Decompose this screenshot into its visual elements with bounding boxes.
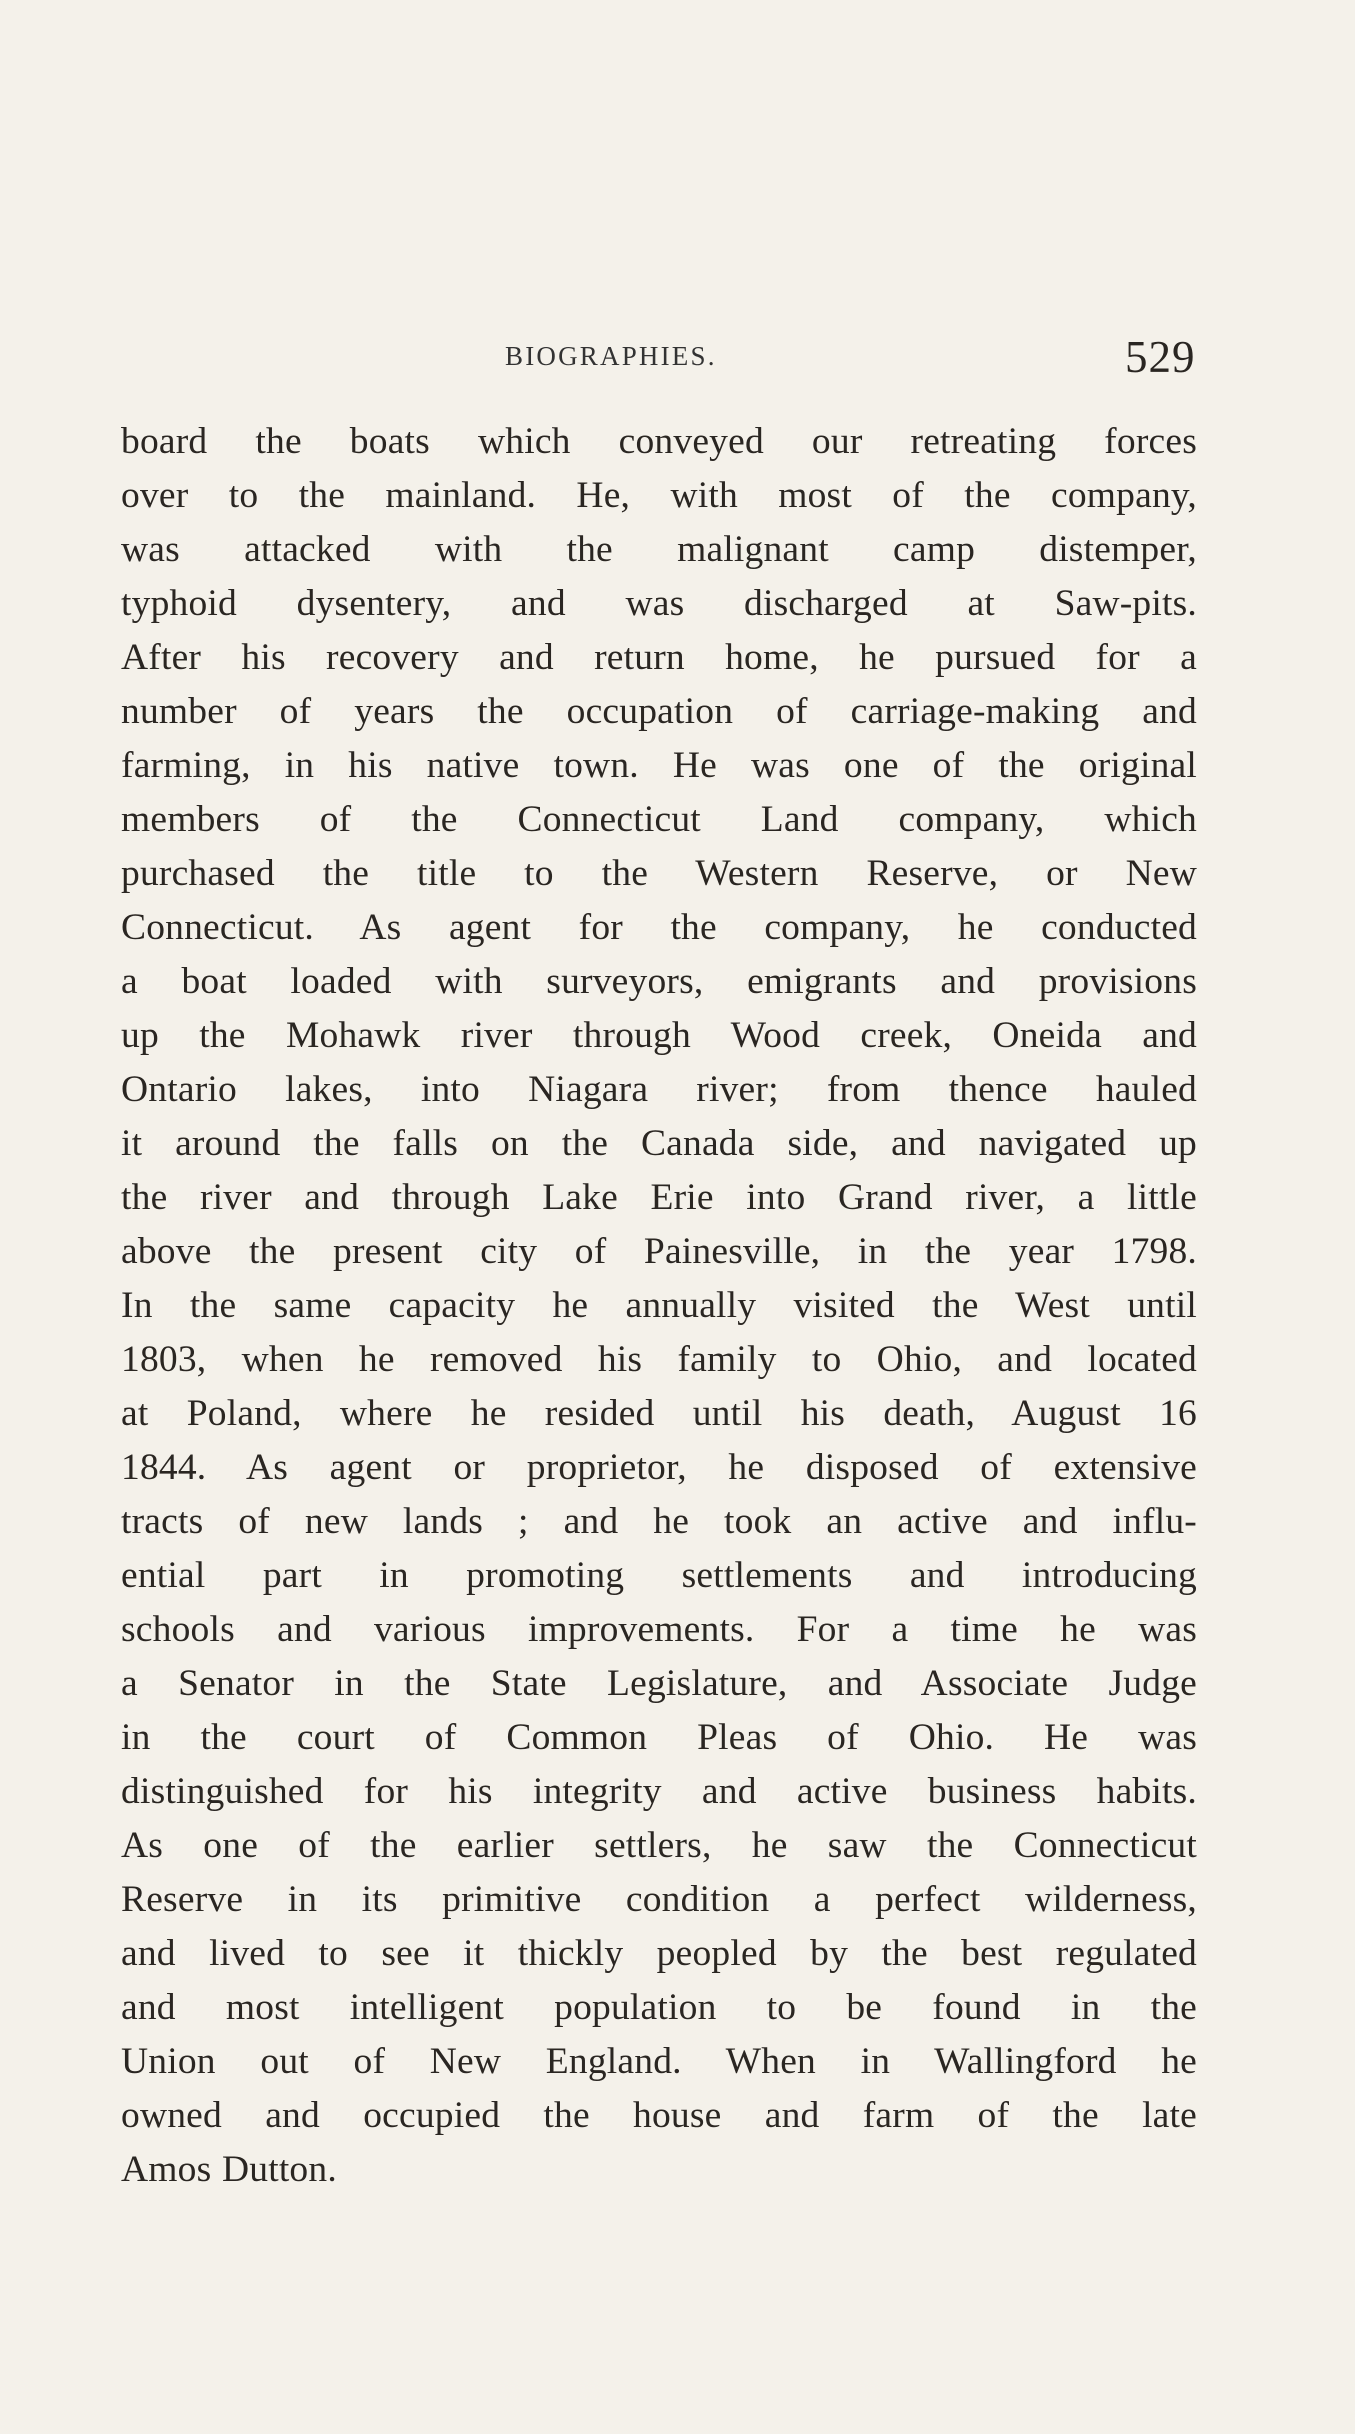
text-line: ential part in promoting settlements and introducing [121, 1555, 1197, 1596]
text-line: number of years the occupation of carriage-making and [121, 691, 1197, 732]
text-line: in the court of Common Pleas of Ohio. He was [121, 1717, 1197, 1758]
text-line: and lived to see it thickly peopled by the best regulated [121, 1933, 1197, 1974]
text-line: board the boats which conveyed our retreating forces [121, 421, 1197, 462]
text-line: tracts of new lands ; and he took an active and influ- [121, 1501, 1197, 1542]
text-line: and most intelligent population to be found in the [121, 1987, 1197, 2028]
text-line: Amos Dutton. [121, 2149, 337, 2190]
text-line: a Senator in the State Legislature, and Associate Judge [121, 1663, 1197, 1704]
text-line: over to the mainland. He, with most of the company, [121, 475, 1197, 516]
text-line: at Poland, where he resided until his death, August 16 [121, 1393, 1197, 1434]
page-number: 529 [1125, 332, 1196, 382]
text-line: owned and occupied the house and farm of the late [121, 2095, 1197, 2136]
text-line: farming, in his native town. He was one of the original [121, 745, 1197, 786]
running-head [0, 332, 1355, 395]
text-line: 1844. As agent or proprietor, he disposed of extensive [121, 1447, 1197, 1488]
text-line: purchased the title to the Western Reserve, or New [121, 853, 1197, 894]
text-line: above the present city of Painesville, in the year 1798. [121, 1231, 1197, 1272]
text-line: members of the Connecticut Land company, which [121, 799, 1197, 840]
text-line: Reserve in its primitive condition a perfect wilderness, [121, 1879, 1197, 1920]
text-line: Union out of New England. When in Wallingford he [121, 2041, 1197, 2082]
text-line: up the Mohawk river through Wood creek, Oneida and [121, 1015, 1197, 1056]
text-line: typhoid dysentery, and was discharged at Saw-pits. [121, 583, 1197, 624]
text-line: was attacked with the malignant camp distemper, [121, 529, 1197, 570]
text-line: In the same capacity he annually visited the West until [121, 1285, 1197, 1326]
text-line: a boat loaded with surveyors, emigrants and provisions [121, 961, 1197, 1002]
text-line: it around the falls on the Canada side, and navigated up [121, 1123, 1197, 1164]
text-line: Connecticut. As agent for the company, he conducted [121, 907, 1197, 948]
body-text [121, 415, 1197, 2197]
text-line: After his recovery and return home, he pursued for a [121, 637, 1197, 678]
text-line: distinguished for his integrity and active business habits. [121, 1771, 1197, 1812]
text-line: Ontario lakes, into Niagara river; from thence hauled [121, 1069, 1197, 1110]
text-line: As one of the earlier settlers, he saw the Connecticut [121, 1825, 1197, 1866]
text-line: the river and through Lake Erie into Grand river, a little [121, 1177, 1197, 1218]
running-head-title: BIOGRAPHIES. [505, 341, 717, 371]
text-line: schools and various improvements. For a time he was [121, 1609, 1197, 1650]
text-line: 1803, when he removed his family to Ohio, and located [121, 1339, 1197, 1380]
